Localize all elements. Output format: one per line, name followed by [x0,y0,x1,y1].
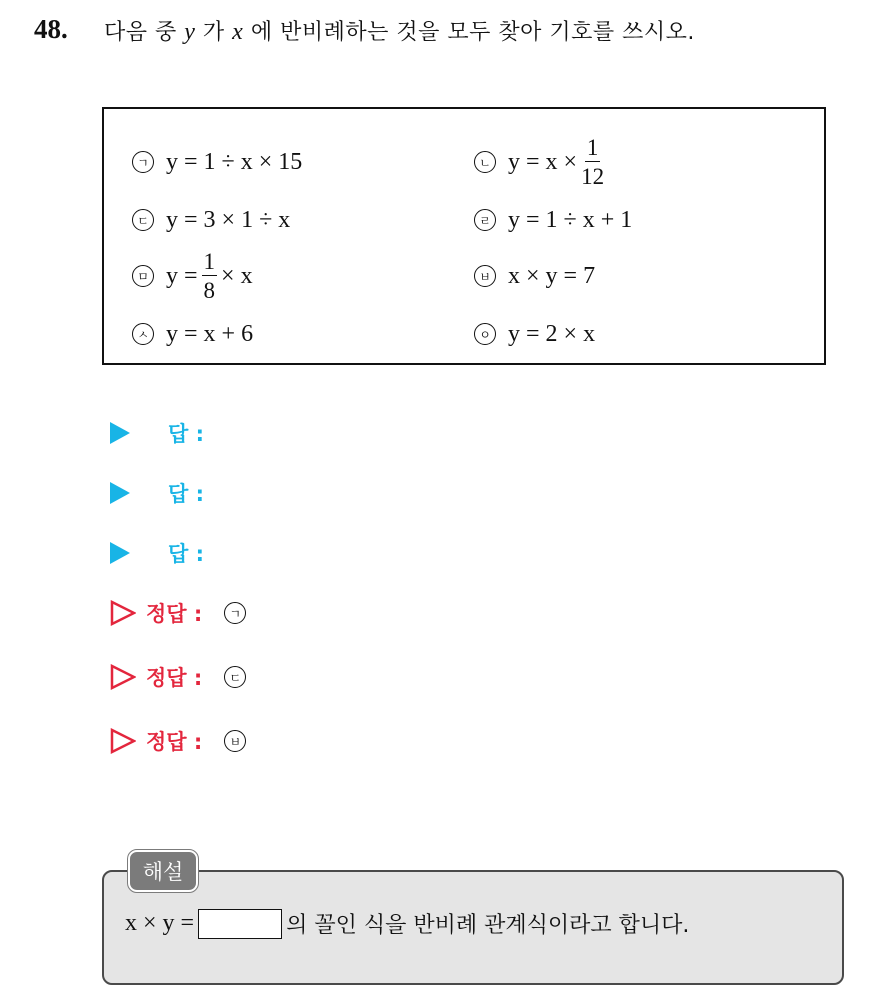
choice-mark: ㅇ [474,323,496,345]
choice-mark: ㅁ [132,265,154,287]
answer-blank[interactable] [198,909,282,939]
answer-label: 답 : [168,482,204,506]
explanation-math: x × y = [125,910,195,936]
question-number: 48. [34,14,68,44]
choice-item [132,140,302,184]
answer-row[interactable] [110,538,204,568]
question-text-part: 다음 중 [104,20,177,45]
fraction-numerator: 1 [203,249,216,274]
filled-triangle-icon [110,422,130,444]
correct-answer-mark: ㅂ [224,730,246,752]
correct-answer-label: 정답 : [146,730,203,754]
correct-answer-row [110,662,246,692]
choice-expression: y = 1 ÷ x × 15 [166,148,303,175]
choice-expression: y = 1 ÷ x + 1 [508,206,633,233]
filled-triangle-icon [110,482,130,504]
choice-item [474,312,595,356]
choice-mark: ㅅ [132,323,154,345]
choice-item [132,198,290,242]
answer-label: 답 : [168,422,204,446]
question-text [104,15,695,46]
explanation-sentence: 의 꼴인 식을 반비례 관계식이라고 합니다. [286,913,690,938]
choice-item [474,198,632,242]
correct-answer-row [110,726,246,756]
choice-mark: ㄴ [474,151,496,173]
explanation-text [125,908,689,939]
fraction-numerator: 1 [586,135,599,160]
question-text-part: 가 [202,20,225,45]
fraction [202,250,218,302]
explanation-tag: 해설 [128,850,198,892]
correct-answer-row [110,598,246,628]
choice-item [132,249,253,303]
choice-expression-part: y = [166,262,198,289]
choice-expression: y = 3 × 1 ÷ x [166,206,291,233]
answer-row[interactable] [110,418,204,448]
correct-answer-label: 정답 : [146,666,203,690]
fraction-denominator: 8 [203,278,216,303]
question-var-y: y [184,19,196,45]
choice-expression [508,136,608,188]
choice-mark: ㄷ [132,209,154,231]
choice-expression: x × y = 7 [508,262,596,289]
choice-expression-part: × x [221,262,253,289]
choice-expression-part: y = x × [508,148,578,175]
choice-item [132,312,253,356]
outline-triangle-icon [110,600,136,626]
choice-expression: y = x + 6 [166,320,254,347]
correct-answer-label: 정답 : [146,602,203,626]
choice-expression [166,250,253,302]
outline-triangle-icon [110,728,136,754]
outline-triangle-icon [110,664,136,690]
answer-label: 답 : [168,542,204,566]
question-text-part: 에 반비례하는 것을 모두 찾아 기호를 쓰시오. [250,20,695,45]
correct-answer-mark: ㄷ [224,666,246,688]
choice-item [474,135,608,189]
choice-mark: ㄱ [132,151,154,173]
choice-item [474,254,595,298]
question-var-x: x [232,19,244,45]
fraction [581,136,604,188]
fraction-denominator: 12 [581,164,605,189]
choice-mark: ㄹ [474,209,496,231]
correct-answer-mark: ㄱ [224,602,246,624]
choice-mark: ㅂ [474,265,496,287]
filled-triangle-icon [110,542,130,564]
choice-expression: y = 2 × x [508,320,596,347]
answer-row[interactable] [110,478,204,508]
